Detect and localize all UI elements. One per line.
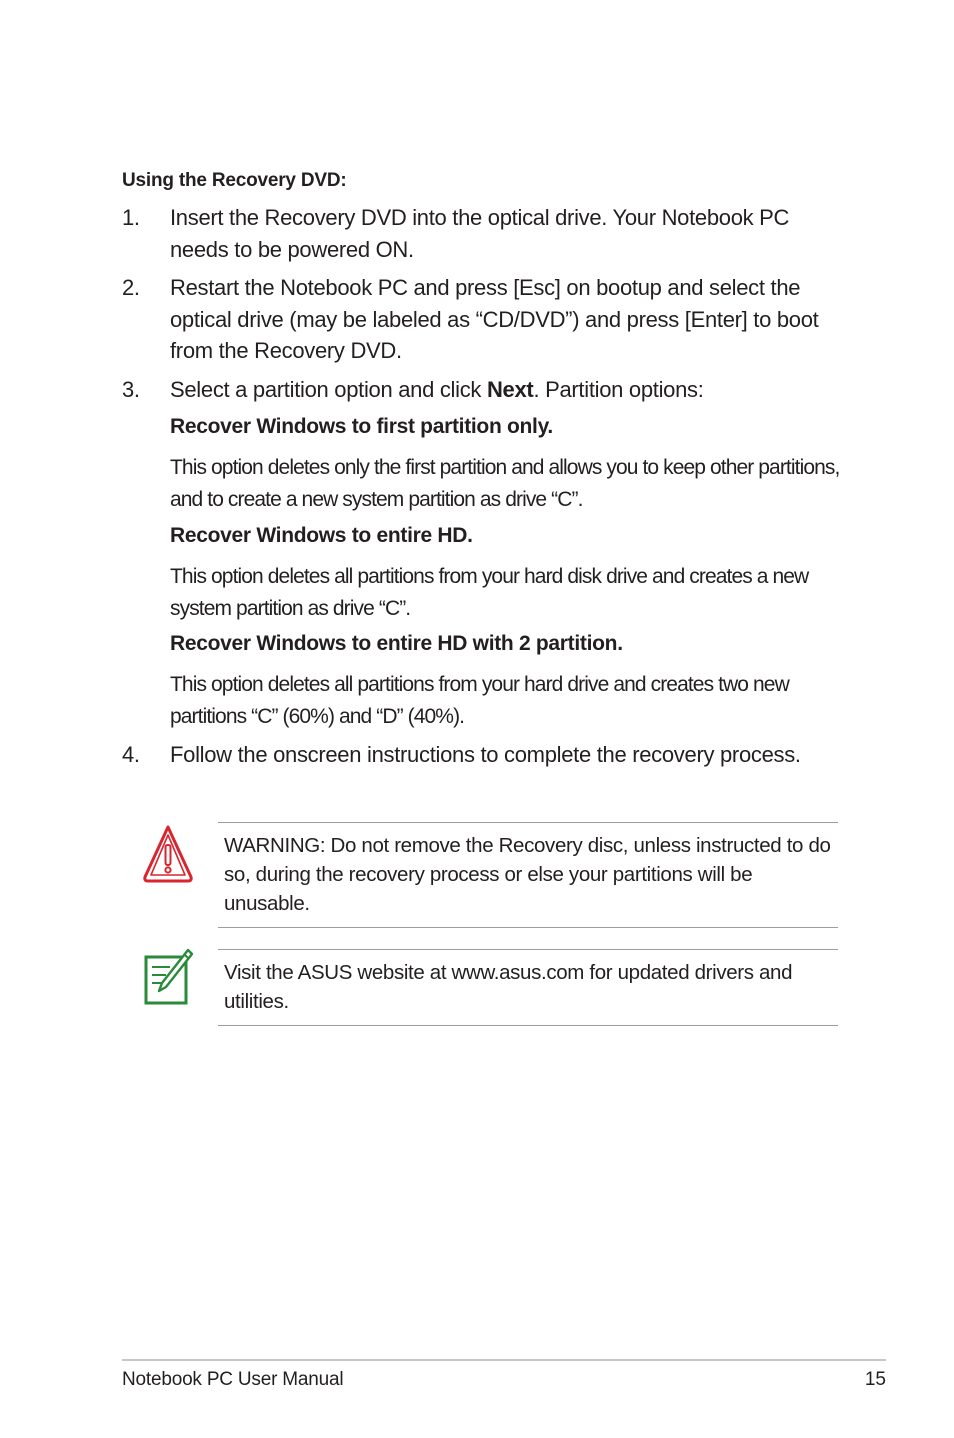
footer-title: Notebook PC User Manual [122,1369,344,1390]
step-4 [122,739,842,803]
step-text: Follow the onscreen instructions to complete the recovery process. [170,742,801,767]
step-2 [122,272,842,368]
step-text: Insert the Recovery DVD into the optical drive. Your Notebook PC needs to be powered ON. [170,205,790,262]
section-heading: Using the Recovery DVD: [122,170,347,191]
option-title-entire-hd: Recover Windows to entire HD. [170,524,473,547]
option-desc-first-partition: This option deletes only the first partition and allows you to keep other partitions, and to create a new system partition as drive “C”. [170,456,840,511]
note-pencil-icon [142,947,194,1007]
warning-triangle-icon [141,823,195,885]
warning-note [218,822,838,928]
step-text [170,374,845,406]
option-desc-two-partitions: This option deletes all partitions from your hard drive and creates two new partitions “C” (60%) and “D” (40%). [170,673,789,728]
option-title-first-partition: Recover Windows to first partition only. [170,415,553,438]
step-text-part: . Partition options: [533,377,704,402]
step-1 [122,202,842,266]
footer-rule [122,1359,886,1361]
step-number: 1. [122,205,140,230]
next-keyword: Next [486,377,534,402]
tip-text: Visit the ASUS website at www.asus.com for updated drivers and utilities. [224,961,793,1013]
tip-note [218,949,838,1026]
warning-text: WARNING: Do not remove the Recovery disc, unless instructed to do so, during the recovery process or else your partitions will be unusable. [224,834,831,915]
option-title-two-partitions: Recover Windows to entire HD with 2 partition. [170,632,623,655]
step-text: Restart the Notebook PC and press [Esc] on bootup and select the optical drive (may be labeled as “CD/DVD”) and press [Enter] to boot from the Recovery DVD. [170,275,819,363]
step-text-part: Select a partition option and click [170,377,487,402]
step-number: 4. [122,742,140,767]
step-number: 2. [122,275,140,300]
step-number: 3. [122,377,140,402]
option-desc-entire-hd: This option deletes all partitions from your hard disk drive and creates a new system partition as drive “C”. [170,565,809,620]
step-3 [122,374,842,406]
page-number: 15 [864,1369,886,1390]
